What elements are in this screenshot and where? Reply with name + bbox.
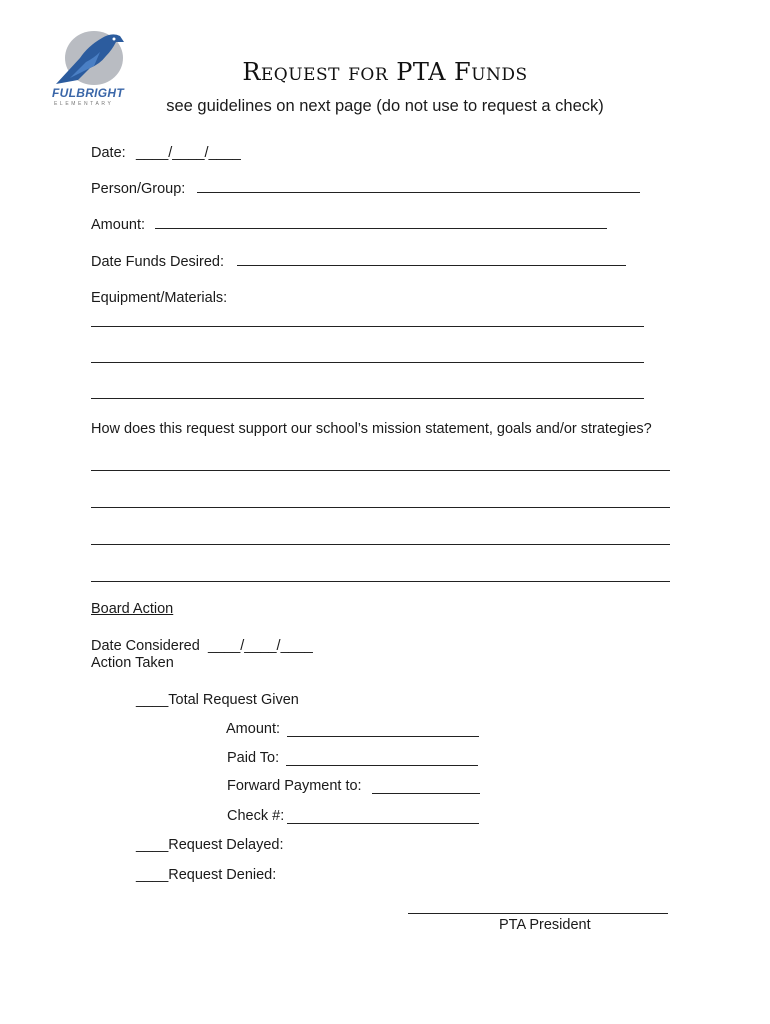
pta-president-label: PTA President [499,917,591,933]
equipment-line-1[interactable] [91,326,644,327]
forward-payment-field[interactable] [372,793,480,794]
amount-label: Amount: [91,217,145,233]
request-delayed[interactable]: ____Request Delayed: [136,837,284,853]
logo-subtext: ELEMENTARY [54,101,114,107]
board-action-heading: Board Action [91,601,174,617]
check-number-label: Check #: [227,808,285,824]
answer-line-3[interactable] [91,544,670,545]
date-label: Date: [91,145,126,161]
person-group-field[interactable] [197,192,640,193]
request-denied[interactable]: ____Request Denied: [136,867,277,883]
amount-field[interactable] [155,228,607,229]
page-subtitle: see guidelines on next page (do not use to request a check) [166,97,604,115]
paid-to-field[interactable] [286,765,478,766]
date-funds-desired-label: Date Funds Desired: [91,254,224,270]
date-funds-desired-field[interactable] [237,265,626,266]
equipment-line-3[interactable] [91,398,644,399]
logo-wordmark: FULBRIGHT [52,86,125,100]
total-request-given[interactable]: ____Total Request Given [136,692,299,708]
action-taken-label: Action Taken [91,655,174,671]
forward-payment-label: Forward Payment to: [227,778,362,794]
equipment-materials-label: Equipment/Materials: [91,290,228,306]
page-title: Request for PTA Funds [242,58,528,86]
paid-to-label: Paid To: [227,750,280,766]
date-considered-field[interactable]: ____/____/____ [208,638,313,654]
date-considered-label: Date Considered [91,638,200,654]
check-number-field[interactable] [287,823,479,824]
board-amount-label: Amount: [226,721,280,737]
person-group-label: Person/Group: [91,181,186,197]
mission-question: How does this request support our school’s mission statement, goals and/or strategies? [91,421,652,437]
answer-line-4[interactable] [91,581,670,582]
date-field[interactable]: ____/____/____ [136,145,241,161]
answer-line-2[interactable] [91,507,670,508]
signature-line[interactable] [408,913,668,914]
equipment-line-2[interactable] [91,362,644,363]
answer-line-1[interactable] [91,470,670,471]
board-amount-field[interactable] [287,736,479,737]
